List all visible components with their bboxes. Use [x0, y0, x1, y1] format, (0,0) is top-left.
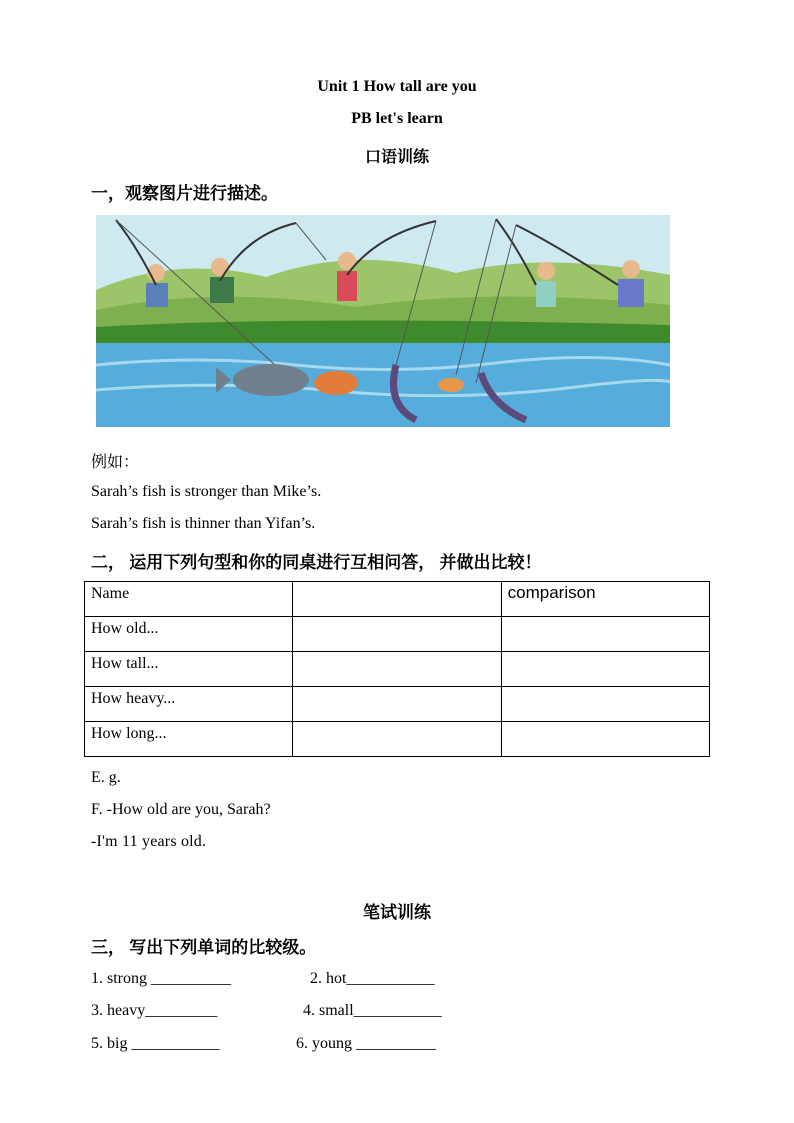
table-cell[interactable]	[501, 617, 709, 652]
exercise-item-5[interactable]: 5. big ___________	[91, 1035, 220, 1052]
table-cell[interactable]	[293, 687, 501, 722]
table-row	[85, 722, 710, 757]
table-cell: How long...	[85, 722, 293, 757]
table-header-cell: comparison	[501, 582, 709, 617]
table-cell[interactable]	[293, 652, 501, 687]
lesson-title: PB let's learn	[351, 110, 443, 127]
example-sentence-2: Sarah’s fish is thinner than Yifan’s.	[91, 515, 316, 532]
table-cell[interactable]	[293, 722, 501, 757]
table-cell: How old...	[85, 617, 293, 652]
eg-label: E. g.	[91, 769, 121, 786]
table-row	[85, 652, 710, 687]
table-cell[interactable]	[501, 687, 709, 722]
part2-heading: 二， 运用下列句型和你的同桌进行互相问答， 并做出比较！	[91, 553, 542, 572]
exercise-item-3[interactable]: 3. heavy_________	[91, 1002, 218, 1019]
part3-heading: 三， 写出下列单词的比较级。	[91, 938, 317, 957]
table-cell[interactable]	[501, 722, 709, 757]
example-label: 例如：	[91, 454, 140, 471]
table-row	[85, 687, 710, 722]
table-cell[interactable]	[293, 617, 501, 652]
fishing-illustration	[96, 215, 670, 427]
table-cell: How heavy...	[85, 687, 293, 722]
part1-heading: 一，观察图片进行描述。	[91, 184, 278, 203]
written-section-title: 笔试训练	[363, 903, 431, 922]
table-row	[85, 617, 710, 652]
exercise-item-1[interactable]: 1. strong __________	[91, 970, 231, 987]
exercise-item-4[interactable]: 4. small___________	[303, 1002, 442, 1019]
exercise-item-2[interactable]: 2. hot___________	[310, 970, 435, 987]
comparison-table	[84, 581, 710, 757]
table-cell[interactable]	[501, 652, 709, 687]
eg-answer: -I'm 11 years old.	[91, 833, 207, 850]
exercise-item-6[interactable]: 6. young __________	[296, 1035, 436, 1052]
example-sentence-1: Sarah’s fish is stronger than Mike’s.	[91, 483, 322, 500]
eg-question: F. -How old are you, Sarah?	[91, 801, 271, 818]
table-cell: How tall...	[85, 652, 293, 687]
table-header-cell	[293, 582, 501, 617]
table-header-cell: Name	[85, 582, 293, 617]
oral-section-title: 口语训练	[364, 149, 429, 166]
unit-title: Unit 1 How tall are you	[317, 78, 477, 95]
table-header-row	[85, 582, 710, 617]
